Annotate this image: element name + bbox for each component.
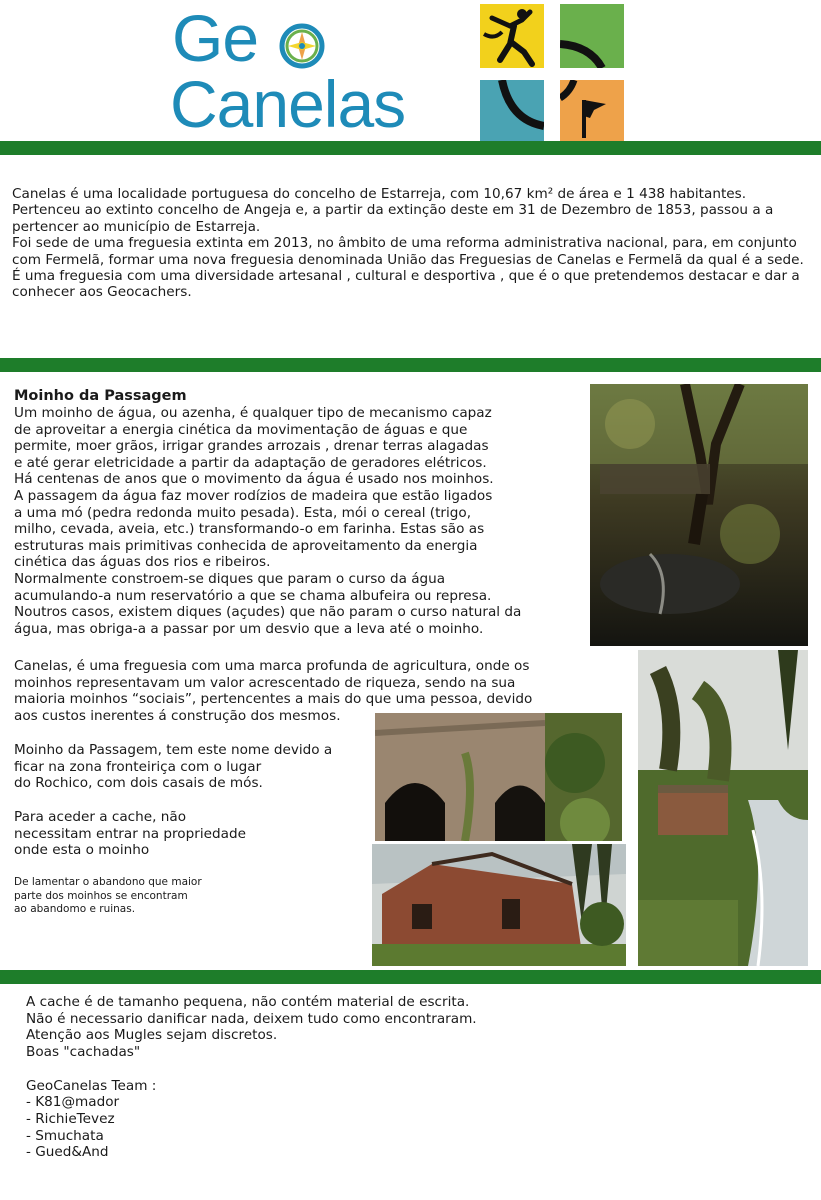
section-title: Moinho da Passagem [14, 388, 187, 404]
logo [170, 1, 630, 142]
section-paragraph-3: Moinho da Passagem, tem este nome devido a ficar na zona fronteiriça com o lugar do Rochico, com dois casais de mós. [14, 742, 333, 792]
footer-line: GeoCanelas Team : [26, 1077, 157, 1094]
logo-tile-orange [560, 80, 624, 144]
photo-stream-forest [590, 384, 808, 646]
flag-icon [560, 80, 624, 144]
logo-tile-green [560, 4, 624, 68]
hiker-icon [480, 4, 544, 68]
arc-icon-green [560, 4, 624, 68]
footer-line: - K81@mador [26, 1094, 120, 1111]
footer-line: Boas "cachadas" [26, 1044, 141, 1061]
footer-text [26, 994, 726, 1161]
logo-text-geo [172, 1, 259, 75]
divider-bar-bottom [0, 970, 821, 984]
logo-tile-teal [480, 80, 544, 144]
section-paragraph-4: Para aceder a cache, não necessitam entrar na propriedade onde esta o moinho [14, 809, 246, 859]
footer-line: A cache é de tamanho pequena, não contém material de escrita. [26, 994, 470, 1010]
intro-paragraph: É uma freguesia com uma diversidade artesanal , cultural e desportiva , que é o que pretendemos destacar e dar a conhecer aos Geocachers. [12, 268, 800, 301]
intro-paragraph: Canelas é uma localidade portuguesa do concelho de Estarreja, com 10,67 km² de área e 1 438 habitantes. Pertenceu ao extinto concelho de Angeja e, a partir da extinção deste em 31 de Dezembro de 1853, passou a a pertencer ao município de Estarreja. [12, 186, 774, 235]
logo-tile-yellow [480, 4, 544, 68]
arc-icon-teal [480, 80, 544, 144]
section-note: De lamentar o abandono que maior parte dos moinhos se encontram ao abandomo e ruinas. [14, 876, 202, 916]
footer-line: - Smuchata [26, 1127, 104, 1144]
intro-text [12, 186, 812, 301]
photo-mill-arches [375, 713, 622, 841]
photo-mill-stream [638, 650, 808, 966]
footer-line [26, 1061, 726, 1078]
logo-text-canelas [170, 67, 406, 141]
footer-line: - RichieTevez [26, 1110, 115, 1127]
footer-line: Não é necessario danificar nada, deixem tudo como encontraram. [26, 1010, 477, 1027]
section-paragraph-2: Canelas, é uma freguesia com uma marca profunda de agricultura, onde os moinhos representavam um valor acrescentado de riqueza, sendo na sua maioria moinhos “sociais”, pertencentes a mais do que uma pessoa, devido aos custos inerentes á construção dos mesmos. [14, 658, 533, 724]
intro-paragraph: Foi sede de uma freguesia extinta em 2013, no âmbito de uma reforma administrativa nacional, para, em conjunto com Fermelã, formar uma nova freguesia denominada União das Freguesias de Canelas e Fermelã da qual é a sede. [12, 235, 804, 268]
section-paragraph-1: Um moinho de água, ou azenha, é qualquer tipo de mecanismo capaz de aproveitar a energia cinética da movimentação de águas e que permite, moer grãos, irrigar grandes arrozais , drenar terras alagadas e até gerar eletricidade a partir da adaptação de geradores elétricos. Há centenas de anos que o movimento da água é usado nos moinhos. A passagem da água faz mover rodízios de madeira que estão ligados a uma mó (pedra redonda muito pesada). Esta, mói o cereal (trigo, milho, cevada, aveia, etc.) transformando-o em farinha. Estas são as estruturas mais primitivas conhecida de aproveitamento da energia cinética das águas dos rios e ribeiros. Normalmente constroem-se diques que param o curso da água acumulando-a num reservatório a que se chama albufeira ou represa. Noutros casos, existem diques (açudes) que não param o curso natural da água, mas obriga-a a passar por um desvio que a leva até o moinho. [14, 405, 522, 637]
divider-bar-middle [0, 358, 821, 372]
logo-word-geo: Ge [172, 1, 259, 75]
divider-bar-top [0, 141, 821, 155]
compass-icon [278, 22, 326, 70]
photo-ruined-mill [372, 844, 626, 966]
footer-line: Atenção aos Mugles sejam discretos. [26, 1027, 278, 1044]
footer-line: - Gued&And [26, 1144, 109, 1161]
logo-word-canelas: Canelas [170, 67, 406, 141]
